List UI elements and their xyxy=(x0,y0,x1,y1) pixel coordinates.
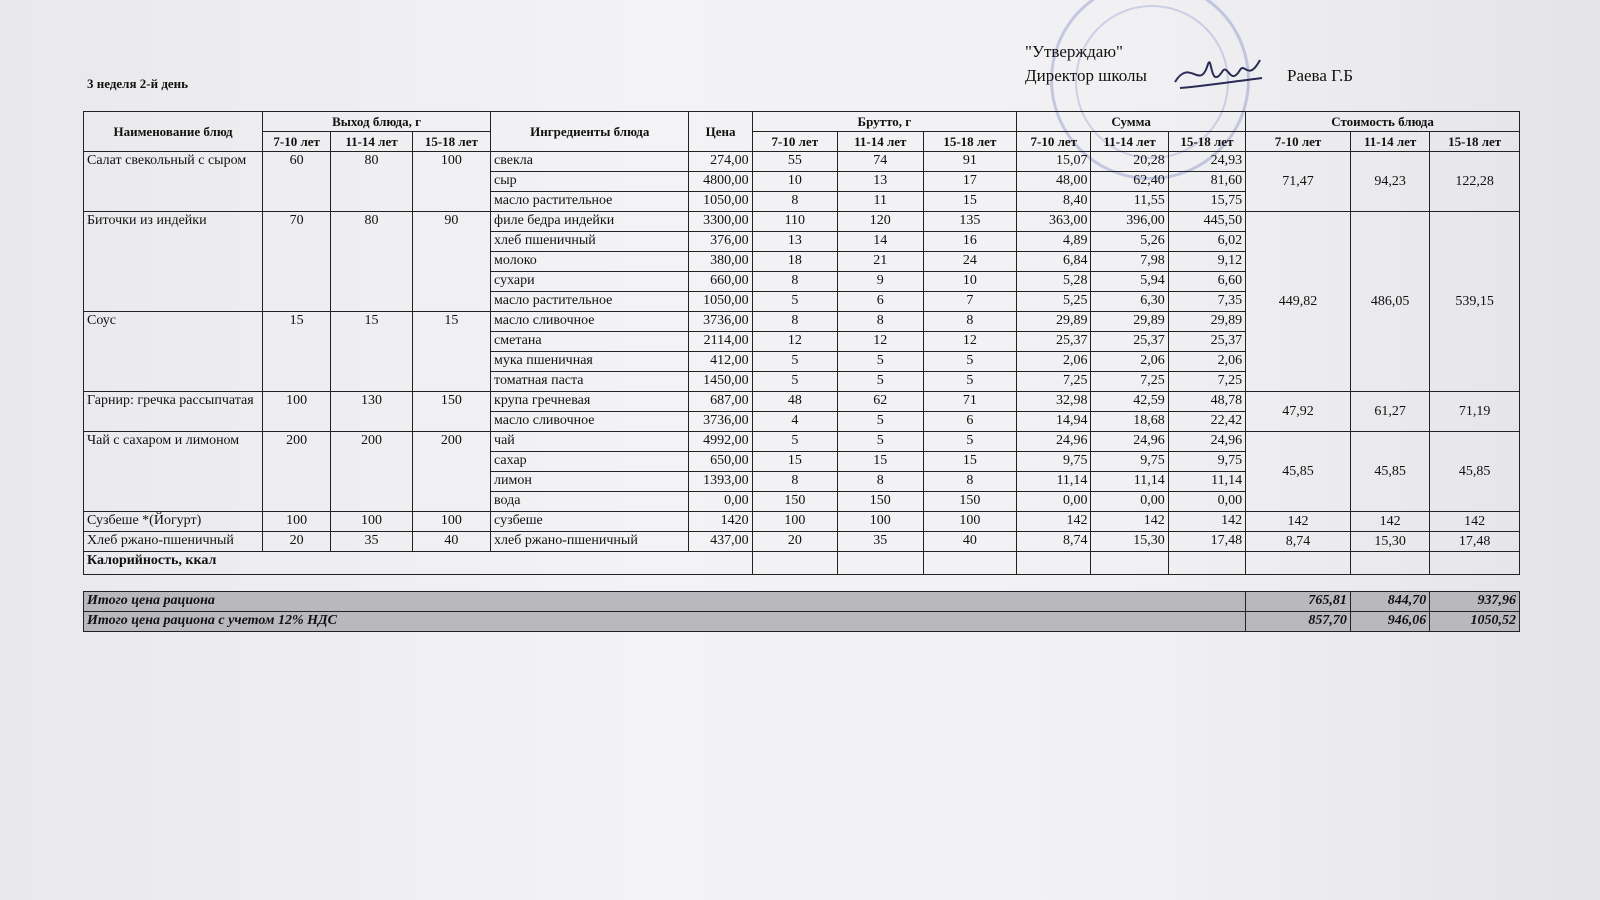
ingredient-gross: 8 xyxy=(838,312,923,332)
ingredient-gross: 8 xyxy=(752,192,837,212)
dish-yield: 90 xyxy=(412,212,490,312)
col-age: 11-14 лет xyxy=(1350,132,1429,152)
total-vat-value: 857,70 xyxy=(1246,612,1351,632)
ingredient-gross: 12 xyxy=(838,332,923,352)
dish-yield: 100 xyxy=(263,512,331,532)
menu-table xyxy=(83,111,1520,632)
col-age: 11-14 лет xyxy=(1091,132,1168,152)
ingredient-sum: 6,02 xyxy=(1168,232,1245,252)
ingredient-price: 650,00 xyxy=(689,452,752,472)
dish-cost: 94,23 xyxy=(1350,152,1429,212)
ingredient-name: хлеб пшеничный xyxy=(491,232,689,252)
ingredient-gross: 8 xyxy=(838,472,923,492)
ingredient-gross: 5 xyxy=(923,352,1017,372)
ingredient-gross: 5 xyxy=(838,352,923,372)
total-vat-label: Итого цена рациона с учетом 12% НДС xyxy=(84,612,1246,632)
total-value: 765,81 xyxy=(1246,592,1351,612)
ingredient-name: сыр xyxy=(491,172,689,192)
ingredient-sum: 42,59 xyxy=(1091,392,1168,412)
ingredient-price: 1393,00 xyxy=(689,472,752,492)
ingredient-price: 3736,00 xyxy=(689,412,752,432)
ingredient-sum: 363,00 xyxy=(1017,212,1091,232)
ingredient-sum: 9,75 xyxy=(1091,452,1168,472)
ingredient-gross: 14 xyxy=(838,232,923,252)
ingredient-sum: 18,68 xyxy=(1091,412,1168,432)
ingredient-sum: 142 xyxy=(1168,512,1245,532)
dish-cost: 8,74 xyxy=(1246,532,1351,552)
ingredient-price: 4800,00 xyxy=(689,172,752,192)
director-label: Директор школы xyxy=(1025,66,1147,85)
ingredient-gross: 135 xyxy=(923,212,1017,232)
ingredient-gross: 120 xyxy=(838,212,923,232)
col-gross: Брутто, г xyxy=(752,112,1017,132)
col-age: 11-14 лет xyxy=(331,132,412,152)
ingredient-price: 2114,00 xyxy=(689,332,752,352)
dish-yield: 70 xyxy=(263,212,331,312)
dish-yield: 35 xyxy=(331,532,412,552)
col-dish-name: Наименование блюд xyxy=(84,112,263,152)
ingredient-name: мука пшеничная xyxy=(491,352,689,372)
menu-footer xyxy=(84,552,1520,632)
ingredient-sum: 29,89 xyxy=(1168,312,1245,332)
ingredient-sum: 62,40 xyxy=(1091,172,1168,192)
ingredient-name: сахар xyxy=(491,452,689,472)
ingredient-sum: 5,28 xyxy=(1017,272,1091,292)
dish-name: Гарнир: гречка рассыпчатая xyxy=(84,392,263,432)
ingredient-price: 380,00 xyxy=(689,252,752,272)
ingredient-sum: 396,00 xyxy=(1091,212,1168,232)
ingredient-gross: 5 xyxy=(838,412,923,432)
dish-yield: 130 xyxy=(331,392,412,432)
dish-cost: 142 xyxy=(1246,512,1351,532)
ingredient-price: 1050,00 xyxy=(689,192,752,212)
ingredient-gross: 100 xyxy=(923,512,1017,532)
ingredient-name: филе бедра индейки xyxy=(491,212,689,232)
ingredient-sum: 445,50 xyxy=(1168,212,1245,232)
ingredient-gross: 5 xyxy=(923,432,1017,452)
ingredient-sum: 81,60 xyxy=(1168,172,1245,192)
ingredient-gross: 5 xyxy=(923,372,1017,392)
ingredient-sum: 8,40 xyxy=(1017,192,1091,212)
ingredient-sum: 2,06 xyxy=(1017,352,1091,372)
ingredient-name: чай xyxy=(491,432,689,452)
ingredient-sum: 25,37 xyxy=(1168,332,1245,352)
ingredient-price: 0,00 xyxy=(689,492,752,512)
ingredient-sum: 15,30 xyxy=(1091,532,1168,552)
ingredient-sum: 5,94 xyxy=(1091,272,1168,292)
ingredient-name: масло растительное xyxy=(491,292,689,312)
ingredient-sum: 9,75 xyxy=(1017,452,1091,472)
ingredient-sum: 7,35 xyxy=(1168,292,1245,312)
ingredient-sum: 6,30 xyxy=(1091,292,1168,312)
ingredient-sum: 2,06 xyxy=(1168,352,1245,372)
menu-body xyxy=(84,152,1520,552)
ingredient-gross: 8 xyxy=(923,472,1017,492)
ingredient-gross: 6 xyxy=(923,412,1017,432)
total-value: 844,70 xyxy=(1350,592,1429,612)
dish-yield: 60 xyxy=(263,152,331,212)
ingredient-gross: 62 xyxy=(838,392,923,412)
ingredient-gross: 100 xyxy=(838,512,923,532)
dish-cost: 17,48 xyxy=(1430,532,1520,552)
ingredient-gross: 10 xyxy=(923,272,1017,292)
dish-yield: 20 xyxy=(263,532,331,552)
ingredient-sum: 8,74 xyxy=(1017,532,1091,552)
dish-cost: 486,05 xyxy=(1350,212,1429,392)
director-signature xyxy=(1170,52,1265,97)
dish-cost: 142 xyxy=(1430,512,1520,532)
col-age: 7-10 лет xyxy=(1017,132,1091,152)
ingredient-gross: 150 xyxy=(752,492,837,512)
col-age: 11-14 лет xyxy=(838,132,923,152)
ingredient-gross: 10 xyxy=(752,172,837,192)
ingredient-gross: 15 xyxy=(838,452,923,472)
ingredient-sum: 7,25 xyxy=(1091,372,1168,392)
col-age: 7-10 лет xyxy=(1246,132,1351,152)
ingredient-gross: 13 xyxy=(752,232,837,252)
ingredient-price: 3736,00 xyxy=(689,312,752,332)
dish-cost: 449,82 xyxy=(1246,212,1351,392)
ingredient-name: хлеб ржано-пшеничный xyxy=(491,532,689,552)
total-label: Итого цена рациона xyxy=(84,592,1246,612)
ingredient-sum: 14,94 xyxy=(1017,412,1091,432)
ingredient-name: сузбеше xyxy=(491,512,689,532)
ingredient-sum: 7,25 xyxy=(1168,372,1245,392)
dish-cost: 47,92 xyxy=(1246,392,1351,432)
ingredient-gross: 7 xyxy=(923,292,1017,312)
ingredient-gross: 8 xyxy=(752,472,837,492)
ingredient-sum: 0,00 xyxy=(1091,492,1168,512)
ingredient-gross: 6 xyxy=(838,292,923,312)
ingredient-price: 376,00 xyxy=(689,232,752,252)
ingredient-sum: 15,07 xyxy=(1017,152,1091,172)
ingredient-price: 660,00 xyxy=(689,272,752,292)
ingredient-sum: 6,60 xyxy=(1168,272,1245,292)
ingredient-gross: 74 xyxy=(838,152,923,172)
ingredient-gross: 5 xyxy=(752,352,837,372)
table-row xyxy=(84,152,1520,172)
dish-cost: 71,19 xyxy=(1430,392,1520,432)
ingredient-name: сметана xyxy=(491,332,689,352)
col-price: Цена xyxy=(689,112,752,152)
ingredient-sum: 142 xyxy=(1091,512,1168,532)
ingredient-sum: 4,89 xyxy=(1017,232,1091,252)
ingredient-sum: 24,96 xyxy=(1091,432,1168,452)
ingredient-gross: 5 xyxy=(752,432,837,452)
dish-yield: 40 xyxy=(412,532,490,552)
dish-cost: 45,85 xyxy=(1350,432,1429,512)
dish-cost: 45,85 xyxy=(1246,432,1351,512)
ingredient-sum: 24,93 xyxy=(1168,152,1245,172)
ingredient-gross: 5 xyxy=(838,372,923,392)
col-age: 15-18 лет xyxy=(1168,132,1245,152)
week-day-title: 3 неделя 2-й день xyxy=(87,76,189,91)
dish-yield: 200 xyxy=(263,432,331,512)
approve-label: "Утверждаю" xyxy=(1025,42,1123,61)
ingredient-sum: 6,84 xyxy=(1017,252,1091,272)
table-row xyxy=(84,532,1520,552)
ingredient-price: 687,00 xyxy=(689,392,752,412)
dish-cost: 142 xyxy=(1350,512,1429,532)
dish-cost: 539,15 xyxy=(1430,212,1520,392)
ingredient-sum: 11,14 xyxy=(1017,472,1091,492)
ingredient-sum: 17,48 xyxy=(1168,532,1245,552)
dish-yield: 100 xyxy=(331,512,412,532)
dish-yield: 15 xyxy=(412,312,490,392)
dish-yield: 80 xyxy=(331,212,412,312)
ingredient-gross: 100 xyxy=(752,512,837,532)
ingredient-sum: 24,96 xyxy=(1017,432,1091,452)
ingredient-price: 3300,00 xyxy=(689,212,752,232)
ingredient-sum: 9,12 xyxy=(1168,252,1245,272)
ingredient-gross: 15 xyxy=(752,452,837,472)
ingredient-gross: 8 xyxy=(752,272,837,292)
col-age: 7-10 лет xyxy=(263,132,331,152)
ingredient-sum: 20,28 xyxy=(1091,152,1168,172)
ingredient-sum: 7,98 xyxy=(1091,252,1168,272)
dish-name: Соус xyxy=(84,312,263,392)
director-name: Раева Г.Б xyxy=(1287,66,1354,85)
ingredient-sum: 5,26 xyxy=(1091,232,1168,252)
col-yield: Выход блюда, г xyxy=(263,112,491,132)
ingredient-gross: 91 xyxy=(923,152,1017,172)
ingredient-name: сухари xyxy=(491,272,689,292)
ingredient-gross: 150 xyxy=(838,492,923,512)
calories-label: Калорийность, ккал xyxy=(84,552,753,575)
ingredient-sum: 29,89 xyxy=(1017,312,1091,332)
ingredient-name: томатная паста xyxy=(491,372,689,392)
ingredient-gross: 15 xyxy=(923,192,1017,212)
ingredient-price: 1050,00 xyxy=(689,292,752,312)
ingredient-gross: 8 xyxy=(752,312,837,332)
ingredient-sum: 2,06 xyxy=(1091,352,1168,372)
col-cost: Стоимость блюда xyxy=(1246,112,1520,132)
ingredient-name: лимон xyxy=(491,472,689,492)
ingredient-price: 412,00 xyxy=(689,352,752,372)
dish-cost: 61,27 xyxy=(1350,392,1429,432)
ingredient-gross: 55 xyxy=(752,152,837,172)
ingredient-gross: 5 xyxy=(838,432,923,452)
ingredient-gross: 5 xyxy=(752,292,837,312)
dish-cost: 15,30 xyxy=(1350,532,1429,552)
ingredient-name: молоко xyxy=(491,252,689,272)
col-ingredients: Ингредиенты блюда xyxy=(491,112,689,152)
ingredient-sum: 48,78 xyxy=(1168,392,1245,412)
ingredient-sum: 22,42 xyxy=(1168,412,1245,432)
approval-block xyxy=(1025,40,1354,88)
total-vat-value: 946,06 xyxy=(1350,612,1429,632)
ingredient-name: вода xyxy=(491,492,689,512)
table-row xyxy=(84,212,1520,232)
ingredient-gross: 16 xyxy=(923,232,1017,252)
ingredient-gross: 35 xyxy=(838,532,923,552)
dish-yield: 15 xyxy=(263,312,331,392)
ingredient-price: 1420 xyxy=(689,512,752,532)
ingredient-gross: 13 xyxy=(838,172,923,192)
table-row xyxy=(84,512,1520,532)
ingredient-name: масло сливочное xyxy=(491,412,689,432)
dish-cost: 122,28 xyxy=(1430,152,1520,212)
ingredient-name: свекла xyxy=(491,152,689,172)
dish-yield: 80 xyxy=(331,152,412,212)
ingredient-gross: 8 xyxy=(923,312,1017,332)
dish-cost: 45,85 xyxy=(1430,432,1520,512)
ingredient-gross: 110 xyxy=(752,212,837,232)
col-age: 7-10 лет xyxy=(752,132,837,152)
table-row xyxy=(84,432,1520,452)
ingredient-sum: 11,14 xyxy=(1168,472,1245,492)
ingredient-sum: 5,25 xyxy=(1017,292,1091,312)
dish-name: Биточки из индейки xyxy=(84,212,263,312)
ingredient-sum: 0,00 xyxy=(1017,492,1091,512)
dish-yield: 150 xyxy=(412,392,490,432)
dish-yield: 100 xyxy=(412,152,490,212)
ingredient-gross: 18 xyxy=(752,252,837,272)
ingredient-sum: 29,89 xyxy=(1091,312,1168,332)
ingredient-sum: 11,14 xyxy=(1091,472,1168,492)
ingredient-sum: 7,25 xyxy=(1017,372,1091,392)
dish-yield: 100 xyxy=(412,512,490,532)
dish-name: Салат свекольный с сыром xyxy=(84,152,263,212)
ingredient-sum: 25,37 xyxy=(1091,332,1168,352)
ingredient-sum: 15,75 xyxy=(1168,192,1245,212)
ingredient-sum: 32,98 xyxy=(1017,392,1091,412)
dish-name: Хлеб ржано-пшеничный xyxy=(84,532,263,552)
ingredient-gross: 12 xyxy=(923,332,1017,352)
ingredient-gross: 71 xyxy=(923,392,1017,412)
ingredient-gross: 12 xyxy=(752,332,837,352)
ingredient-sum: 142 xyxy=(1017,512,1091,532)
ingredient-gross: 21 xyxy=(838,252,923,272)
ingredient-gross: 9 xyxy=(838,272,923,292)
ingredient-name: масло сливочное xyxy=(491,312,689,332)
ingredient-name: крупа гречневая xyxy=(491,392,689,412)
total-value: 937,96 xyxy=(1430,592,1520,612)
col-age: 15-18 лет xyxy=(923,132,1017,152)
dish-name: Сузбеше *(Йогурт) xyxy=(84,512,263,532)
ingredient-gross: 20 xyxy=(752,532,837,552)
ingredient-price: 437,00 xyxy=(689,532,752,552)
dish-yield: 15 xyxy=(331,312,412,392)
ingredient-gross: 150 xyxy=(923,492,1017,512)
col-age: 15-18 лет xyxy=(1430,132,1520,152)
dish-yield: 200 xyxy=(412,432,490,512)
table-row xyxy=(84,392,1520,412)
ingredient-sum: 25,37 xyxy=(1017,332,1091,352)
total-vat-value: 1050,52 xyxy=(1430,612,1520,632)
ingredient-sum: 0,00 xyxy=(1168,492,1245,512)
ingredient-name: масло растительное xyxy=(491,192,689,212)
ingredient-gross: 48 xyxy=(752,392,837,412)
ingredient-gross: 17 xyxy=(923,172,1017,192)
ingredient-sum: 48,00 xyxy=(1017,172,1091,192)
ingredient-gross: 24 xyxy=(923,252,1017,272)
dish-yield: 200 xyxy=(331,432,412,512)
ingredient-gross: 15 xyxy=(923,452,1017,472)
ingredient-gross: 40 xyxy=(923,532,1017,552)
col-age: 15-18 лет xyxy=(412,132,490,152)
ingredient-gross: 4 xyxy=(752,412,837,432)
dish-name: Чай с сахаром и лимоном xyxy=(84,432,263,512)
ingredient-sum: 11,55 xyxy=(1091,192,1168,212)
dish-cost: 71,47 xyxy=(1246,152,1351,212)
ingredient-price: 274,00 xyxy=(689,152,752,172)
ingredient-gross: 5 xyxy=(752,372,837,392)
dish-yield: 100 xyxy=(263,392,331,432)
ingredient-price: 1450,00 xyxy=(689,372,752,392)
ingredient-sum: 9,75 xyxy=(1168,452,1245,472)
ingredient-price: 4992,00 xyxy=(689,432,752,452)
col-sum: Сумма xyxy=(1017,112,1246,132)
ingredient-sum: 24,96 xyxy=(1168,432,1245,452)
ingredient-gross: 11 xyxy=(838,192,923,212)
